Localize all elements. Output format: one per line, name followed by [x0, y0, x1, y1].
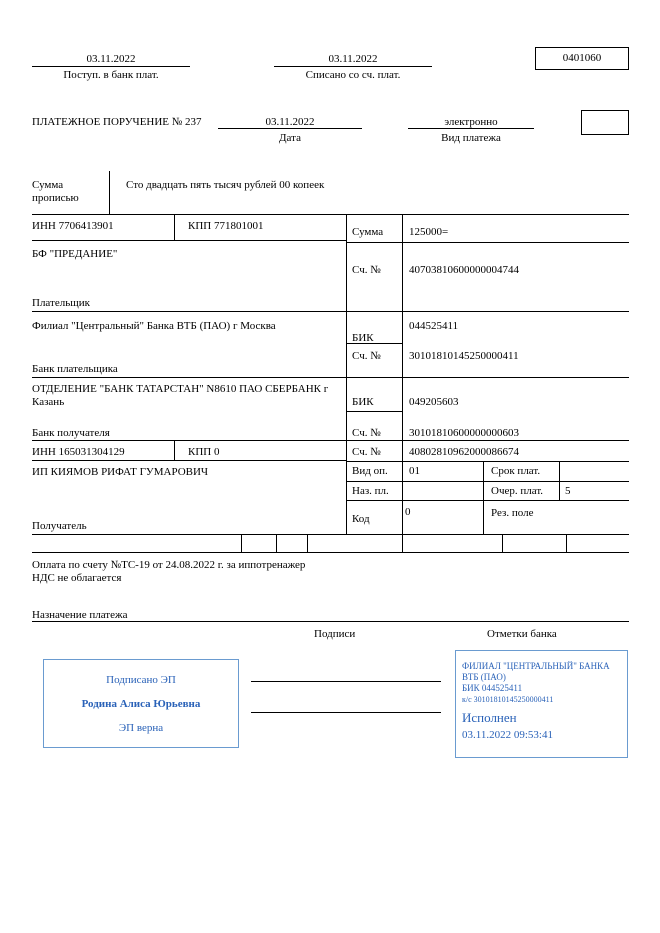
bank-stamp-line4: к/с 30101810145250000411	[462, 695, 554, 704]
purpose-line-1: Оплата по счету №ТС-19 от 24.08.2022 г. за иппотренажер	[32, 559, 306, 571]
priority-label: Очер. плат.	[491, 485, 544, 497]
divider	[32, 240, 346, 241]
divider	[32, 377, 629, 378]
purpose-line-2: НДС не облагается	[32, 572, 122, 584]
divider	[402, 214, 403, 534]
document-title: ПЛАТЕЖНОЕ ПОРУЧЕНИЕ № 237	[32, 116, 202, 128]
term-label: Срок плат.	[491, 465, 541, 477]
divider	[32, 214, 629, 215]
reserve-label: Рез. поле	[491, 507, 534, 519]
divider	[346, 411, 402, 412]
divider	[274, 66, 432, 67]
status-box	[581, 110, 629, 135]
payer-bank-name: Филиал "Центральный" Банка ВТБ (ПАО) г Москва	[32, 320, 276, 332]
payer-bank-bik-label: БИК	[352, 332, 374, 344]
date-debited: 03.11.2022	[328, 53, 378, 65]
amount-words-label-1: Сумма	[32, 179, 64, 191]
code-label: Код	[352, 513, 370, 525]
payer-bank-bik: 044525411	[409, 320, 459, 332]
purpose-code-label: Наз. пл.	[352, 485, 389, 497]
payee-bank-name-line2: Казань	[32, 396, 65, 408]
payee-bank-bik: 049205603	[409, 396, 459, 408]
divider	[408, 128, 534, 129]
divider	[32, 621, 629, 622]
divider	[32, 66, 190, 67]
payee-name: ИП КИЯМОВ РИФАТ ГУМАРОВИЧ	[32, 466, 209, 478]
divider	[32, 534, 629, 535]
payment-type: электронно	[444, 116, 498, 128]
sign-stamp-line3: ЭП верна	[118, 722, 164, 734]
purpose-label: Назначение платежа	[32, 609, 128, 621]
signature-line-2	[251, 712, 441, 713]
payer-account-label: Сч. №	[352, 264, 381, 276]
document-date: 03.11.2022	[265, 116, 315, 128]
divider	[502, 534, 503, 552]
bank-stamp-line2: ВТБ (ПАО)	[462, 672, 506, 682]
priority: 5	[565, 485, 571, 497]
amount-words: Сто двадцать пять тысяч рублей 00 копеек	[126, 179, 325, 191]
amount-words-label-2: прописью	[32, 192, 79, 204]
signature-stamp	[43, 659, 239, 748]
payer-name: БФ "ПРЕДАНИЕ"	[32, 248, 118, 260]
payer-bank-account-label: Сч. №	[352, 350, 381, 362]
divider	[276, 534, 277, 552]
payee-bank-account: 30101810600000000603	[409, 427, 519, 439]
divider	[307, 534, 308, 552]
date-debited-label: Списано со сч. плат.	[305, 69, 401, 81]
divider	[346, 500, 629, 501]
divider	[32, 440, 629, 441]
payee-kpp: КПП 0	[188, 446, 220, 458]
divider	[346, 461, 629, 462]
payer-inn: ИНН 7706413901	[32, 220, 114, 232]
bank-stamp	[455, 650, 628, 758]
payee-account: 40802810962000086674	[409, 446, 519, 458]
payee-bank-account-label: Сч. №	[352, 427, 381, 439]
divider	[241, 534, 242, 552]
payee-label: Получатель	[32, 520, 87, 532]
divider	[566, 534, 567, 552]
signature-line-1	[251, 681, 441, 682]
divider	[32, 552, 629, 553]
bank-stamp-datetime: 03.11.2022 09:53:41	[462, 729, 553, 741]
payee-inn: ИНН 165031304129	[32, 446, 125, 458]
divider	[483, 461, 484, 534]
document-date-label: Дата	[279, 132, 301, 144]
divider	[346, 481, 629, 482]
signatures-label: Подписи	[314, 628, 356, 640]
divider	[32, 311, 629, 312]
bank-stamp-status: Исполнен	[462, 710, 517, 725]
payee-account-label: Сч. №	[352, 446, 381, 458]
op-type: 01	[409, 465, 420, 477]
amount-label: Сумма	[352, 226, 384, 238]
payer-account: 40703810600000004744	[409, 264, 519, 276]
date-received-label: Поступ. в банк плат.	[63, 69, 159, 81]
divider	[174, 440, 175, 460]
payment-type-label: Вид платежа	[441, 132, 501, 144]
divider	[346, 214, 347, 534]
payee-bank-bik-label: БИК	[352, 396, 374, 408]
divider	[346, 242, 629, 243]
payee-bank-label: Банк получателя	[32, 427, 110, 439]
payer-bank-label: Банк плательщика	[32, 363, 118, 375]
code-value: 0	[405, 506, 411, 518]
payer-label: Плательщик	[32, 297, 90, 309]
sign-stamp-name: Родина Алиса Юрьевна	[81, 698, 201, 710]
payer-kpp: КПП 771801001	[188, 220, 264, 232]
divider	[32, 460, 346, 461]
date-received: 03.11.2022	[86, 53, 136, 65]
divider	[174, 214, 175, 240]
bank-stamp-line1: ФИЛИАЛ "ЦЕНТРАЛЬНЫЙ" БАНКА	[462, 661, 610, 671]
divider	[402, 534, 403, 552]
payer-bank-account: 30101810145250000411	[409, 350, 519, 362]
divider	[109, 171, 110, 214]
bank-marks-label: Отметки банка	[487, 628, 557, 640]
op-type-label: Вид оп.	[352, 465, 388, 477]
payee-bank-name-line1: ОТДЕЛЕНИЕ "БАНК ТАТАРСТАН" N8610 ПАО СБЕРБАНК г	[32, 383, 329, 395]
amount-value: 125000=	[409, 226, 449, 238]
divider	[218, 128, 362, 129]
divider	[559, 461, 560, 500]
sign-stamp-line1: Подписано ЭП	[106, 674, 176, 686]
form-code: 0401060	[535, 47, 629, 70]
bank-stamp-line3: БИК 044525411	[462, 683, 523, 693]
